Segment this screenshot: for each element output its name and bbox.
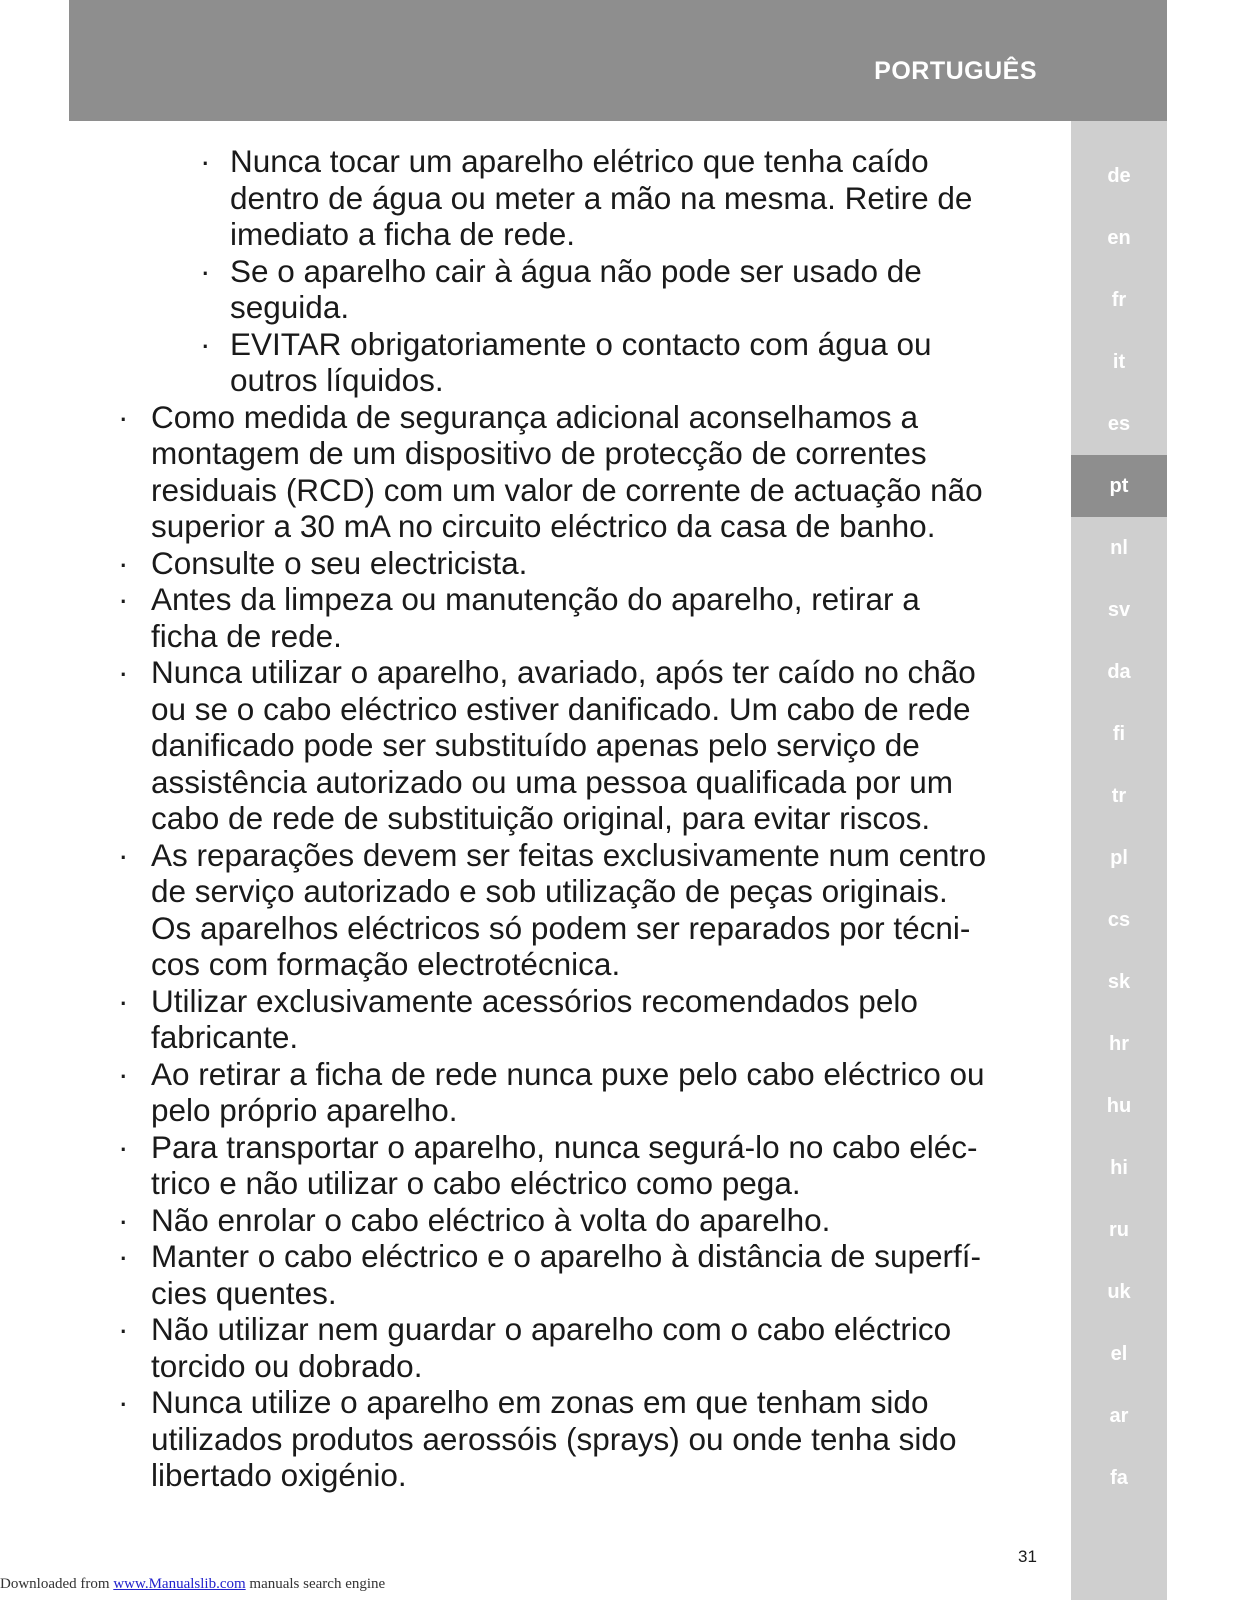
list-item: [0, 545, 1060, 582]
list-item-text: Manter o cabo eléctrico e o aparelho à distância de superfí- cies quentes.: [151, 1238, 981, 1311]
bullet-icon: ·: [118, 836, 129, 873]
language-tab-sk[interactable]: sk: [1107, 971, 1131, 993]
sub-list-item: [0, 253, 1060, 326]
bullet-icon: ·: [118, 1128, 129, 1165]
language-tab-ar[interactable]: ar: [1109, 1405, 1129, 1427]
list-item-text: Nunca tocar um aparelho elétrico que tenha caído dentro de água ou meter a mão na mesma. Retire de imediato a ficha de rede.: [230, 143, 973, 252]
language-tab-ru[interactable]: ru: [1109, 1219, 1129, 1241]
sub-list-item: [0, 143, 1060, 253]
list-item: [0, 837, 1060, 983]
sub-list-item: [0, 326, 1060, 399]
list-item: [0, 581, 1060, 654]
bullet-icon: ·: [118, 982, 129, 1019]
bullet-icon: ·: [118, 544, 129, 581]
language-tab-en[interactable]: en: [1107, 227, 1131, 249]
list-item: [0, 1202, 1060, 1239]
list-item-text: Para transportar o aparelho, nunca segurá-lo no cabo eléc- trico e não utilizar o cabo eléctrico como pega.: [151, 1128, 978, 1201]
header-title: PORTUGUÊS: [874, 57, 1037, 85]
language-tab-fi[interactable]: fi: [1112, 723, 1126, 745]
language-tab-tr[interactable]: tr: [1111, 785, 1127, 807]
list-item-text: Consulte o seu electricista.: [151, 544, 528, 581]
list-item-text: As reparações devem ser feitas exclusivamente num centro de serviço autorizado e sob utilização de peças originais. Os aparelhos eléctricos só podem ser reparados por técni- cos com formação electrotécnica.: [151, 836, 987, 982]
language-tab-nl[interactable]: nl: [1110, 537, 1128, 559]
list-item: [0, 983, 1060, 1056]
language-tab-fa[interactable]: fa: [1110, 1467, 1128, 1489]
language-tab-fr[interactable]: fr: [1111, 289, 1127, 311]
footer-suffix: manuals search engine: [245, 1576, 386, 1592]
download-footer: [0, 1576, 385, 1593]
list-item: [0, 399, 1060, 545]
list-item-text: Se o aparelho cair à água não pode ser usado de seguida.: [230, 252, 922, 325]
bullet-icon: ·: [118, 1238, 129, 1274]
list-item: [0, 1238, 1060, 1311]
language-tab-uk[interactable]: uk: [1107, 1281, 1131, 1303]
language-tab-hr[interactable]: hr: [1109, 1033, 1129, 1055]
list-item: [0, 1311, 1060, 1384]
footer-prefix: Downloaded from: [0, 1576, 114, 1592]
list-item-text: Nunca utilizar o aparelho, avariado, após ter caído no chão ou se o cabo eléctrico estiver danificado. Um cabo de rede danificado pode ser substituído apenas pelo serviço de assistência autorizado ou uma pessoa qualificada por um cabo de rede de substituição original, para evitar riscos.: [151, 654, 976, 836]
language-tab-hu[interactable]: hu: [1106, 1095, 1132, 1117]
bullet-icon: ·: [118, 1055, 129, 1092]
list-item: [0, 1384, 1060, 1494]
list-item-text: Utilizar exclusivamente acessórios recomendados pelo fabricante.: [151, 982, 918, 1055]
language-tab-sv[interactable]: sv: [1107, 599, 1131, 621]
bullet-icon: ·: [200, 325, 211, 362]
language-tab-es[interactable]: es: [1107, 413, 1131, 435]
list-item: [0, 654, 1060, 837]
bullet-icon: ·: [118, 398, 129, 435]
language-tab-el[interactable]: el: [1110, 1343, 1128, 1365]
language-sidebar: [1071, 121, 1167, 1600]
language-tab-pl[interactable]: pl: [1110, 847, 1128, 869]
list-item-text: Antes da limpeza ou manutenção do aparelho, retirar a ficha de rede.: [151, 581, 920, 654]
bullet-icon: ·: [118, 654, 129, 690]
page-number: 31: [1018, 1547, 1037, 1566]
list-item-text: Não utilizar nem guardar o aparelho com o cabo eléctrico torcido ou dobrado.: [151, 1311, 952, 1384]
list-item: [0, 1056, 1060, 1129]
language-tab-hi[interactable]: hi: [1110, 1157, 1128, 1179]
language-tab-da[interactable]: da: [1107, 661, 1131, 683]
list-item-text: Não enrolar o cabo eléctrico à volta do aparelho.: [151, 1201, 831, 1238]
page-header: [69, 0, 1167, 121]
list-item-text: Ao retirar a ficha de rede nunca puxe pelo cabo eléctrico ou pelo próprio aparelho.: [151, 1055, 985, 1128]
safety-instructions: [0, 143, 1060, 1494]
bullet-icon: ·: [200, 143, 211, 179]
language-tab-it[interactable]: it: [1112, 351, 1126, 373]
bullet-icon: ·: [118, 1201, 129, 1238]
language-tab-cs[interactable]: cs: [1107, 909, 1131, 931]
language-tab-pt[interactable]: pt: [1071, 455, 1167, 517]
list-item: [0, 1129, 1060, 1202]
list-item-text: Como medida de segurança adicional aconselhamos a montagem de um dispositivo de protecção de correntes residuais (RCD) com um valor de corrente de actuação não superior a 30 mA no circuito eléctrico da casa de banho.: [151, 398, 983, 544]
bullet-icon: ·: [200, 252, 211, 289]
list-item-text: Nunca utilize o aparelho em zonas em que tenham sido utilizados produtos aerossóis (sprays) ou onde tenha sido libertado oxigénio.: [151, 1384, 957, 1493]
bullet-icon: ·: [118, 1384, 129, 1420]
manualslib-link[interactable]: www.Manualslib.com: [113, 1576, 246, 1592]
bullet-icon: ·: [118, 1311, 129, 1347]
language-tab-de[interactable]: de: [1107, 165, 1131, 187]
list-item-text: EVITAR obrigatoriamente o contacto com água ou outros líquidos.: [230, 325, 932, 398]
bullet-icon: ·: [118, 581, 129, 617]
